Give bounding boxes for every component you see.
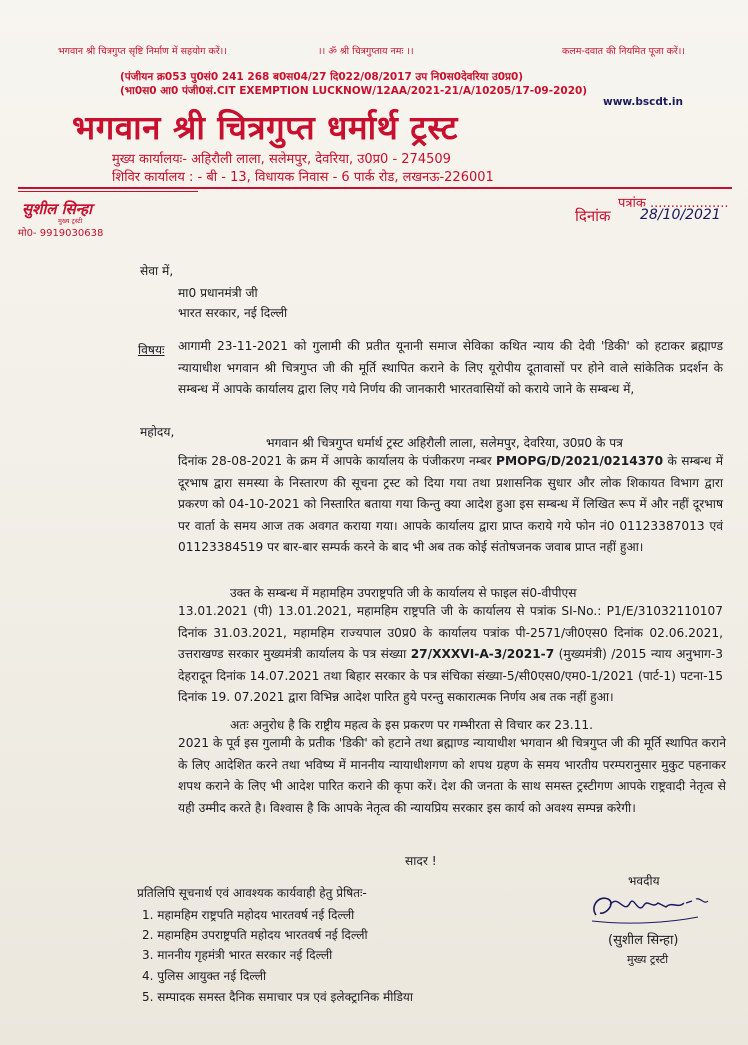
copy-item-5: 5. सम्पादक समस्त दैनिक समाचार पत्र एवं इलेक्ट्रानिक मीडिया: [142, 990, 413, 1004]
signatory-name: (सुशील सिन्हा): [608, 933, 679, 948]
subject-label: विषयः: [138, 343, 165, 357]
head-office-address: मुख्य कार्यालयः- अहिरौली लाला, सलेमपुर, देवरिया, उ0प्र0 - 274509: [112, 152, 451, 167]
registration-number: PMOPG/D/2021/0214370: [496, 454, 664, 468]
copy-item-3: 3. माननीय गृहमंत्री भारत सरकार नई दिल्ली: [142, 948, 333, 962]
signatory-title: मुख्य ट्रस्टी: [627, 953, 669, 966]
paragraph-1: दिनांक 28-08-2021 के क्रम में आपके कार्यालय के पंजीकरण नम्बर PMOPG/D/2021/0214370 के सम्बन्ध में दूरभाष द्वारा समस्या के निस्तारण की सूचना ट्रस्ट को दिया गया तथा प्रशासनिक सुधार और लोक शिकायत विभाग द्वारा प्रकरण को 04-10-2021 को निस्तारित बताया गया किन्तु क्या आदेश हुआ इस सम्बन्ध में लिखित रूप में और नहीं दूरभाष पर वार्ता के समय आज तक अवगत कराया गया। आपके कार्यालय द्वारा प्राप्त कराये गये फोन नं0 01123387013 एवं 01123384519 पर बार-बार सम्पर्क करने के बाद भी अब तक कोई संतोषजनक जवाब प्राप्त नहीं हुआ।: [178, 454, 723, 554]
salutation: महोदय,: [140, 425, 175, 439]
header-mobile-number: मो0- 9919030638: [18, 228, 104, 239]
paragraph-3-first-line: अतः अनुरोध है कि राष्ट्रीय महत्व के इस प्रकरण पर गम्भीरता से विचार कर 23.11.: [230, 718, 593, 732]
letterhead-slogan-right: कलम-दवात की नियमित पूजा करें।।: [562, 46, 685, 57]
header-signatory-title: मुख्य ट्रस्टी: [58, 217, 83, 225]
handwritten-date: 28/10/2021: [640, 207, 721, 223]
letterhead-divider-sub: [18, 191, 198, 192]
copy-item-4: 4. पुलिस आयुक्त नई दिल्ली: [142, 969, 267, 983]
reference-number-label: पत्रांक ...................: [618, 196, 729, 211]
sadar-closing: सादर !: [405, 854, 437, 868]
registration-line-1: (पंजीयन क्र053 पु0सं0 241 268 ब0स04/27 दि022/08/2017 उप नि0स0देवरिया उ0प्र0): [120, 71, 524, 83]
paragraph-2: 13.01.2021 (पी) 13.01.2021, महामहिम राष्ट्रपति जी के कार्यालय से पत्रांक SI-No.: P1/E/31032110107 दिनांक 31.03.2021, महामहिम राज्यपाल उ0प्र0 के कार्यालय पत्रांक पी-2571/जी0एस0 दिनांक 02.06.2021, उत्तराखण्ड सरकार मुख्यमंत्री कार्यालय के पत्र संख्या 27/XXXVI-A-3/2021-7 (मुख्यमंत्री) /2015 न्याय अनुभाग-3 देहरादून दिनांक 14.07.2021 तथा बिहार सरकार के पत्र संचिका संख्या-5/सी0एस0/एम0-1/2021 (पार्ट-1) पटना-15 दिनांक 19. 07.2021 द्वारा विभिन्न आदेश पारित हुये परन्तु सकारात्मक निर्णय अब तक नहीं हुआ।: [178, 604, 723, 704]
closing-yours: भवदीय: [628, 874, 660, 888]
letterhead-slogan-left: भगवान श्री चित्रगुप्त सृष्टि निर्माण में सहयोग करें।।: [58, 46, 227, 57]
paragraph-3: 2021 के पूर्व इस गुलामी के प्रतीक 'डिकी' को हटाने तथा ब्रह्माण्ड न्यायाधीश भगवान श्री चित्रगुप्त जी की मूर्ति स्थापित कराने के लिए आदेशित करने तथा भविष्य में माननीय न्यायाधीशगण को शपथ ग्रहण के समय भारतीय परम्परानुसार मुकुट पहनाकर शपथ कराने के लिए भी आदेश पारित कराने की कृपा करें। देश की जनता के साथ समस्त ट्रस्टीगण आपके राष्ट्रवादी नेतृत्व से यही उम्मीद करते है। विश्वास है कि आपके नेतृत्व की न्यायप्रिय सरकार इस कार्य को अवश्य सम्पन्न करेगी।: [178, 736, 726, 815]
addressee-line-2: भारत सरकार, नई दिल्ली: [178, 306, 288, 320]
organization-title: भगवान श्री चित्रगुप्त धर्मार्थ ट्रस्ट: [72, 108, 458, 147]
copy-item-1: 1. महामहिम राष्ट्रपति महोदय भारतवर्ष नई दिल्ली: [142, 908, 355, 922]
registration-line-2: (भा0स0 आ0 पंजी0सं.CIT EXEMPTION LUCKNOW/12AA/2021-21/A/10205/17-09-2020): [120, 85, 588, 97]
website-link[interactable]: www.bscdt.in: [603, 96, 684, 108]
paragraph-2-first-line: उक्त के सम्बन्ध में महामहिम उपराष्ट्रपति जी के कार्यालय से फाइल सं0-वीपीएस: [230, 586, 577, 600]
handwritten-signature: [588, 885, 718, 933]
to-label: सेवा में,: [140, 264, 174, 278]
date-label: दिनांक: [575, 207, 611, 225]
letterhead-divider: [18, 187, 732, 189]
copy-item-2: 2. महामहिम उपराष्ट्रपति महोदय भारतवर्ष नई दिल्ली: [142, 928, 368, 942]
uttarakhand-letter-number: 27/XXXVI-A-3/2021-7: [410, 647, 555, 661]
addressee-line-1: मा0 प्रधानमंत्री जी: [178, 286, 258, 300]
header-signatory-name: सुशील सिन्हा: [22, 200, 92, 218]
letterhead-invocation: ।। ॐ श्री चित्रगुप्ताय नमः ।।: [318, 46, 414, 57]
copy-to-heading: प्रतिलिपि सूचनार्थ एवं आवश्यक कार्यवाही हेतु प्रेषितः-: [137, 886, 367, 900]
subject-text: आगामी 23-11-2021 को गुलामी की प्रतीत यूनानी समाज सेविका कथित न्याय की देवी 'डिकी' को हटाकर ब्रह्माण्ड न्यायाधीश भगवान श्री चित्रगुप्त जी की मूर्ति स्थापित कराने के लिए यूरोपीय दूतावासों पर होने वाले सांकेतिक प्रदर्शन के सम्बन्ध में आपके कार्यालय द्वारा लिए गये निर्णय की जानकारी भारतवासियों को कराये जाने के सम्बन्ध में,: [178, 339, 723, 396]
camp-office-address: शिविर कार्यालय : - बी - 13, विधायक निवास - 6 पार्क रोड, लखनऊ-226001: [112, 170, 494, 185]
paragraph-1-first-line: भगवान श्री चित्रगुप्त धर्मार्थ ट्रस्ट अहिरौली लाला, सलेमपुर, देवरिया, उ0प्र0 के पत्र: [266, 436, 623, 450]
